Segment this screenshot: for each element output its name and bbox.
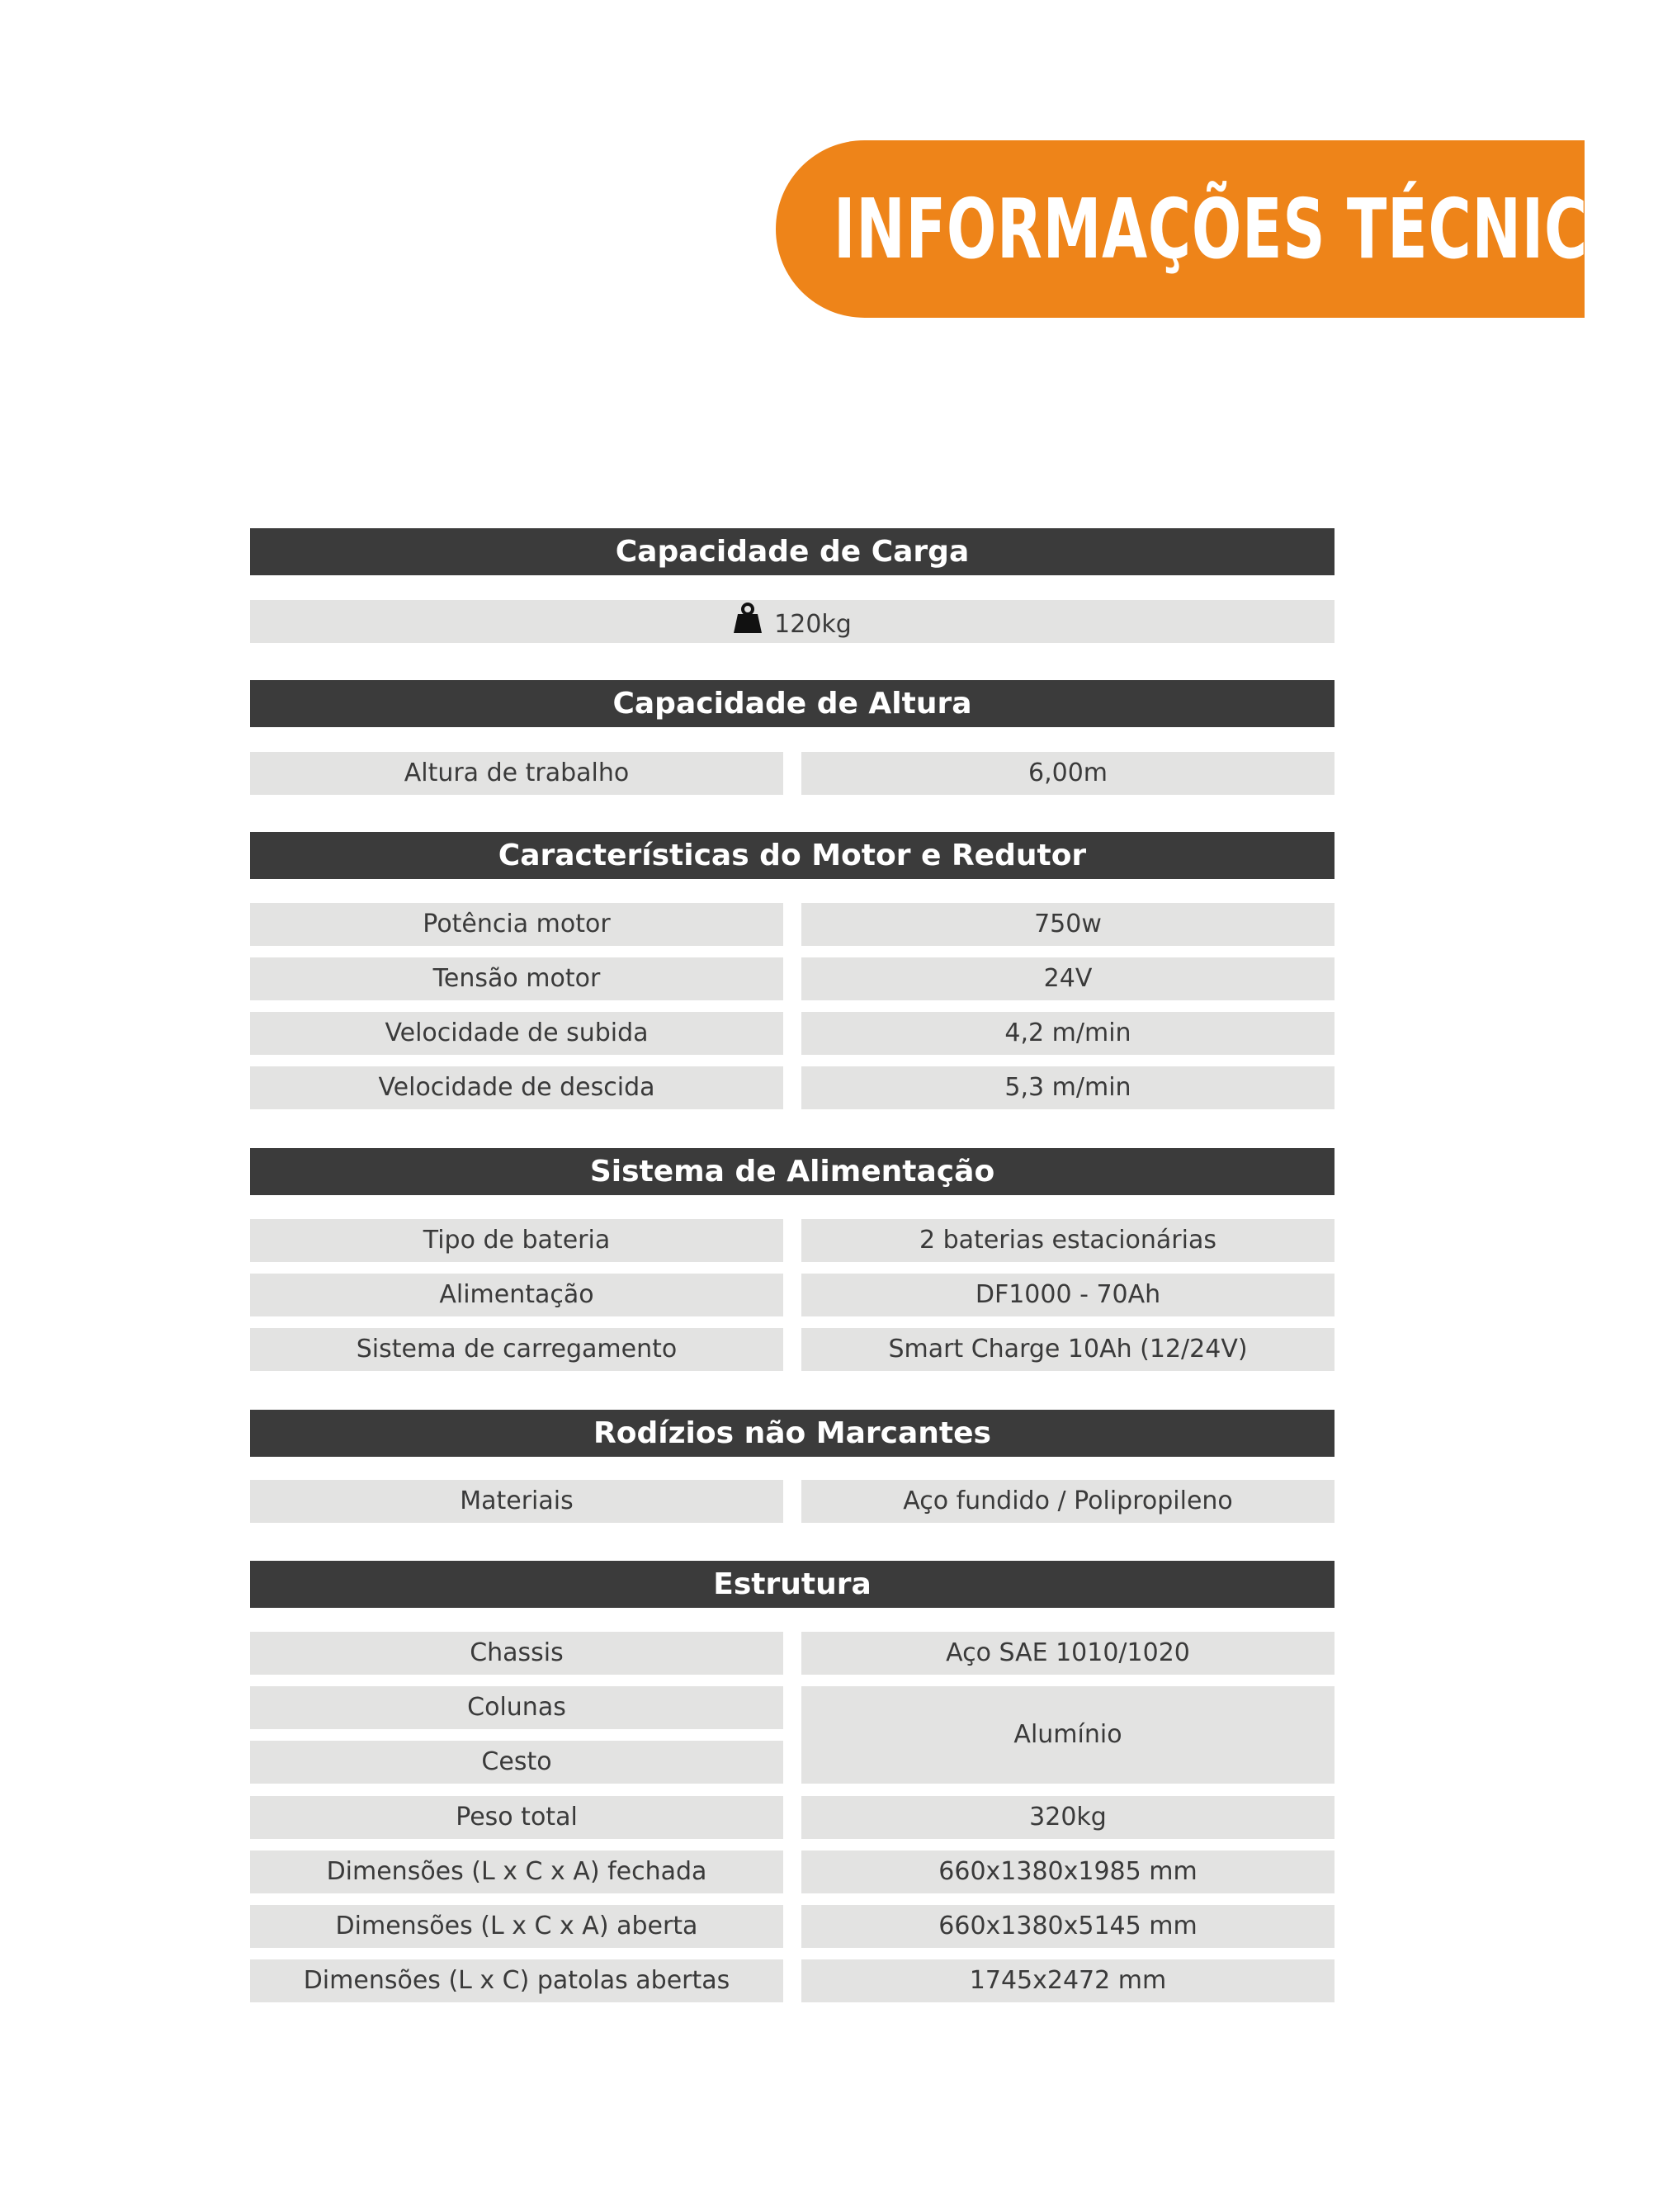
spec-value: Aço fundido / Polipropileno <box>801 1480 1335 1523</box>
spec-label: Tipo de bateria <box>250 1219 783 1262</box>
section-header-altura: Capacidade de Altura <box>250 680 1335 727</box>
spec-label: Materiais <box>250 1480 783 1523</box>
spec-value: 6,00m <box>801 752 1335 795</box>
spec-value: 660x1380x1985 mm <box>801 1850 1335 1893</box>
spec-label: Colunas <box>250 1686 783 1729</box>
spec-value: DF1000 - 70Ah <box>801 1274 1335 1316</box>
weight-icon <box>733 602 763 635</box>
spec-label: Peso total <box>250 1796 783 1839</box>
spec-label: Sistema de carregamento <box>250 1328 783 1371</box>
spec-label: Dimensões (L x C) patolas abertas <box>250 1959 783 2002</box>
spec-label: Altura de trabalho <box>250 752 783 795</box>
spec-label: Alimentação <box>250 1274 783 1316</box>
spec-value: Smart Charge 10Ah (12/24V) <box>801 1328 1335 1371</box>
section-header-motor: Características do Motor e Redutor <box>250 832 1335 879</box>
spec-label: Velocidade de descida <box>250 1066 783 1109</box>
spec-value: 1745x2472 mm <box>801 1959 1335 2002</box>
spec-label: Velocidade de subida <box>250 1012 783 1055</box>
page-title: INFORMAÇÕES TÉCNICAS <box>834 181 1677 277</box>
spec-value: Aço SAE 1010/1020 <box>801 1632 1335 1675</box>
spec-label: Chassis <box>250 1632 783 1675</box>
spec-value-merged: Alumínio <box>801 1686 1335 1784</box>
spec-label: Dimensões (L x C x A) fechada <box>250 1850 783 1893</box>
spec-label: Tensão motor <box>250 957 783 1000</box>
spec-label: Dimensões (L x C x A) aberta <box>250 1905 783 1948</box>
load-capacity-row <box>250 600 1335 643</box>
spec-value: 4,2 m/min <box>801 1012 1335 1055</box>
spec-value: 5,3 m/min <box>801 1066 1335 1109</box>
spec-label: Cesto <box>250 1741 783 1784</box>
spec-value: 24V <box>801 957 1335 1000</box>
section-header-rodizios: Rodízios não Marcantes <box>250 1410 1335 1457</box>
spec-value: 750w <box>801 903 1335 946</box>
spec-value: 2 baterias estacionárias <box>801 1219 1335 1262</box>
spec-value: 660x1380x5145 mm <box>801 1905 1335 1948</box>
spec-value: 320kg <box>801 1796 1335 1839</box>
section-header-estrutura: Estrutura <box>250 1561 1335 1608</box>
section-header-alimentacao: Sistema de Alimentação <box>250 1148 1335 1195</box>
load-capacity-value: 120kg <box>774 610 852 639</box>
section-header-carga: Capacidade de Carga <box>250 528 1335 575</box>
spec-label: Potência motor <box>250 903 783 946</box>
